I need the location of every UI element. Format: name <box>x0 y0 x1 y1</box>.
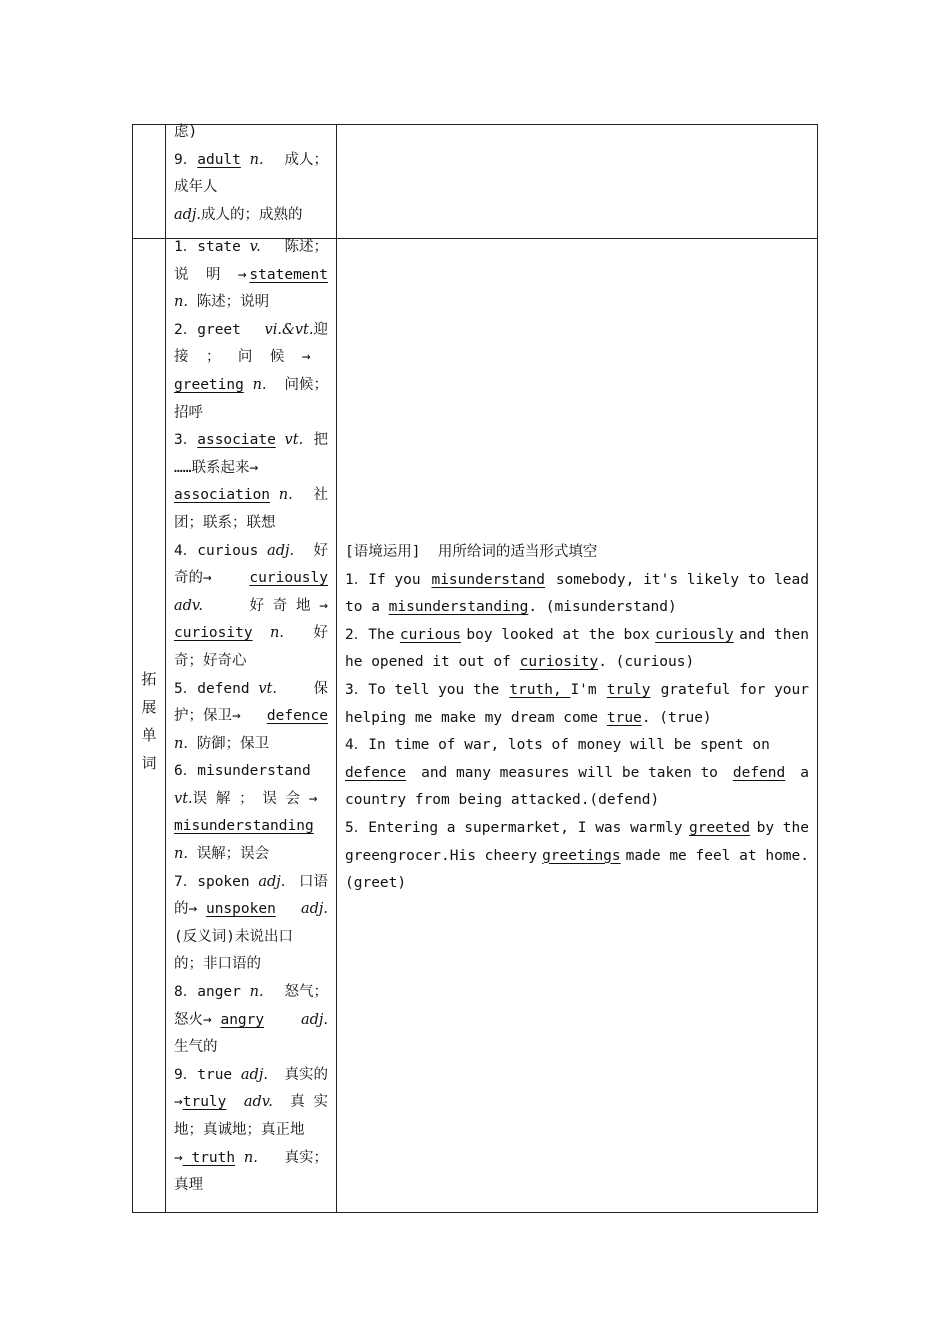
exercise-item-3: 3．To tell you the truth, I'm truly grateful for your <box>345 677 809 705</box>
answer-angry: angry <box>220 1011 265 1028</box>
answer-statement: statement <box>249 266 328 283</box>
exercise-item-1: 1．If you misunderstand somebody, it's likely to lead <box>345 567 809 595</box>
exercise-header: [语境运用] 用所给词的适当形式填空 <box>345 544 598 560</box>
word-item-state: 1．state v. 陈述； <box>174 239 328 255</box>
word-item-anger: 8．anger n. 怒气； <box>174 984 328 1001</box>
answer-association: association <box>174 487 271 504</box>
answer-misunderstanding: misunderstanding <box>174 818 314 835</box>
answer-q1-misunderstand: misunderstand <box>431 571 545 588</box>
answer-q2-curiosity: curiosity <box>519 654 599 671</box>
word-item-misunderstand: 6．misunderstand <box>174 763 311 780</box>
answer-q3-truth: truth, <box>509 681 571 698</box>
answer-q5-greetings: greetings <box>542 847 621 864</box>
answer-truly: truly <box>182 1094 227 1111</box>
answer-q3-truly: truly <box>606 681 651 698</box>
answer-adult: adult <box>197 151 241 168</box>
word-item-defend: 5．defend vt. 保 <box>174 680 328 697</box>
word-item-curious: 4．curious adj. 好 <box>174 542 328 559</box>
answer-greeting: greeting <box>174 376 244 393</box>
answer-unspoken: unspoken <box>205 901 276 918</box>
exercise-item-2: 2．The curious boy looked at the box curiously and then <box>345 622 809 650</box>
word-item-greet: 2．greet vi.&vt.迎 <box>174 321 328 338</box>
exercise-block: [语境运用] 用所给词的适当形式填空 1．If you misunderstand somebody, it's likely to lead to a misunderstanding. (misunderstand) 2．The curious boy looked at the box curiously and then he opened it out of curiosity. (curious) 3．To tell you the truth, I'm truly grateful for your helping me make my dream come true. (true) 4．In time of war, lots of money will be spent on defence and many measures will be taken to defend a country from being attacked.(defend) 5．Entering a supermarket, I was warmly greeted by the greengrocer.His cheery greetings made me feel at home. (greet) <box>345 539 809 898</box>
adult-adj-line: adj.成人的；成熟的 <box>174 206 303 223</box>
word-item-associate: 3．associate vt. 把 <box>174 432 328 449</box>
answer-curiosity: curiosity <box>174 625 253 642</box>
top-row-content: 虑) 9．adult n. 成人； 成年人 adj.成人的；成熟的 <box>174 119 328 229</box>
answer-curiously: curiously <box>249 570 328 587</box>
word-item-true: 9．true adj. 真实的 <box>174 1066 328 1083</box>
vocabulary-table <box>132 124 818 1213</box>
section-label-expand-words: 拓 展 单 词 <box>141 670 157 772</box>
answer-associate: associate <box>197 432 276 449</box>
answer-truth: truth <box>182 1149 236 1166</box>
word-list: 1．state v. 陈述； 说 明 → statement n. 陈述；说明 2．greet vi.&vt.迎 接 ； 问 候 → greeting n. 问候； 招呼 3．associate vt. 把 ……联系起来→ association n. 社 团；联系；联想 4．curious adj. 好 奇的→ curiously adv. 好 奇 地 → curiosity n. 好 奇；好奇心 5．defend vt. 保 护；保卫→ defence n. 防御；保卫 6．misunderstand vt.误 解 ； 误 会 → misunderstanding n. 误解；误会 7．spoken adj. 口语 的→ unspoken adj. (反义词)未说出口 的；非口语的 8．anger n. 怒气； 怒火→ angry adj. 生气的 9．true adj. 真实的 →truly adv. 真 实 地；真诚地；真正地 → truth n. 真实； 真理 <box>174 234 328 1200</box>
answer-q2-curious: curious <box>399 626 461 643</box>
exercise-item-5: 5．Entering a supermarket, I was warmly greeted by the <box>345 815 809 843</box>
exercise-item-4: 4．In time of war, lots of money will be spent on <box>345 737 770 754</box>
answer-q3-true: true <box>606 709 642 726</box>
column-divider-1 <box>165 125 166 1212</box>
answer-defence: defence <box>266 708 328 725</box>
top-row-line: 虑) <box>174 124 198 140</box>
column-divider-2 <box>336 125 337 1212</box>
answer-q4-defence: defence <box>345 764 407 781</box>
word-item-adult: 9．adult n. 成人； <box>174 151 328 168</box>
answer-q2-curiously: curiously <box>655 626 734 643</box>
word-item-spoken: 7．spoken adj. 口语 <box>174 873 328 890</box>
answer-q1-misunderstanding: misunderstanding <box>388 599 529 616</box>
answer-q4-defend: defend <box>732 764 786 781</box>
answer-q5-greeted: greeted <box>689 819 751 836</box>
